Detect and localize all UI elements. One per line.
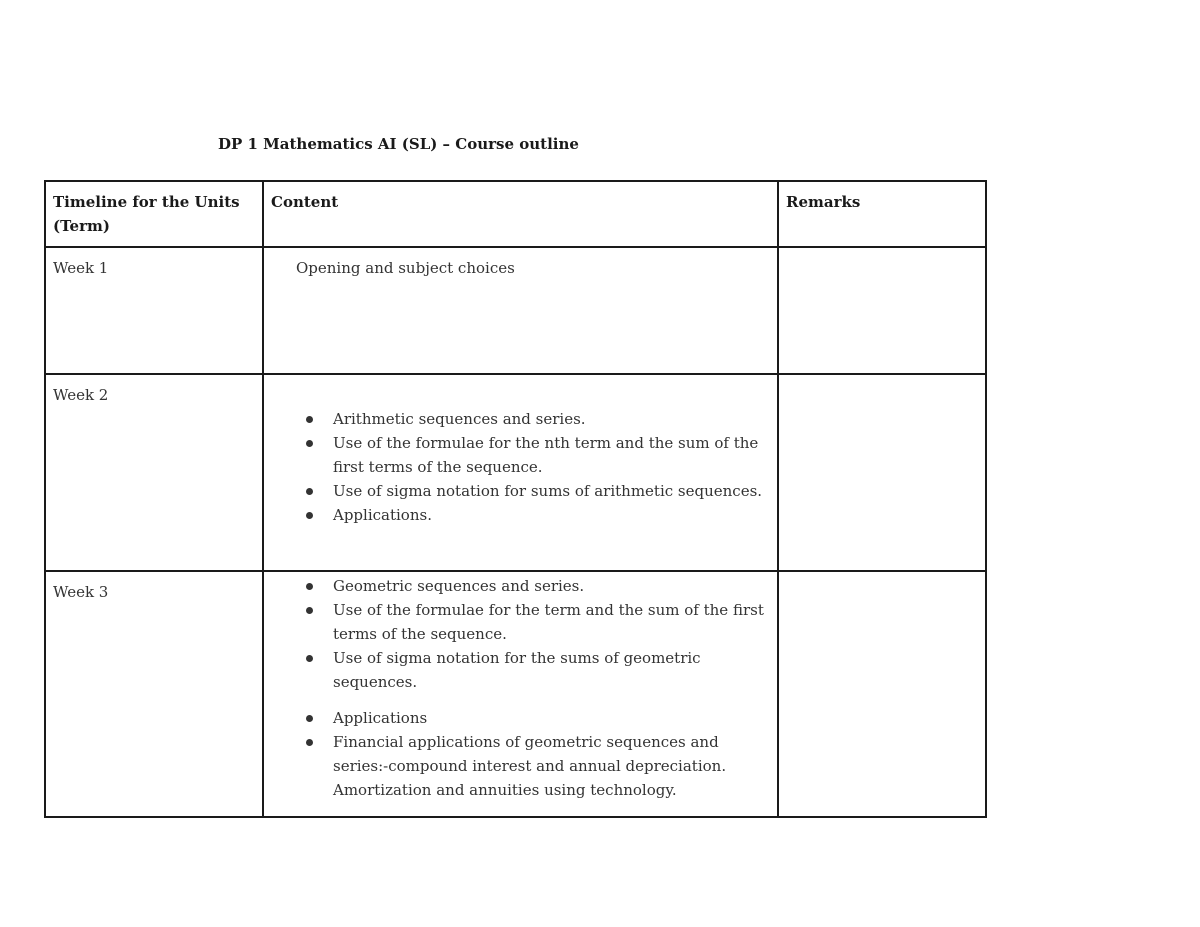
list-item: Applications. [294,503,770,527]
week-cell: Week 1 [45,247,263,374]
content-cell [263,374,778,571]
week-cell: Week 3 [45,571,263,817]
header-timeline: Timeline for the Units (Term) [45,181,263,247]
content-text: Opening and subject choices [296,259,515,277]
table-row [45,374,986,571]
list-item: Use of sigma notation for sums of arithmetic sequences. [294,479,770,503]
remarks-cell [778,571,986,817]
content-cell [263,571,778,817]
list-item: Arithmetic sequences and series. [294,407,770,431]
content-list [271,407,770,527]
table-row [45,571,986,817]
content-list [271,574,770,802]
list-item: Financial applications of geometric sequences and series:-compound interest and annual depreciation. Amortization and annuities using technology. [294,730,770,802]
table-header-row [45,181,986,247]
list-item: Applications [294,706,770,730]
list-item: Use of sigma notation for the sums of geometric sequences. [294,646,770,694]
header-content: Content [263,181,778,247]
content-cell [263,247,778,374]
table-row [45,247,986,374]
course-outline-table [44,180,987,818]
list-item: Use of the formulae for the nth term and the sum of the first terms of the sequence. [294,431,770,479]
remarks-cell [778,247,986,374]
list-item: Use of the formulae for the term and the sum of the first terms of the sequence. [294,598,770,646]
header-remarks: Remarks [778,181,986,247]
remarks-cell [778,374,986,571]
list-item: Geometric sequences and series. [294,574,770,598]
week-cell: Week 2 [45,374,263,571]
document-title: DP 1 Mathematics AI (SL) – Course outline [218,135,579,153]
